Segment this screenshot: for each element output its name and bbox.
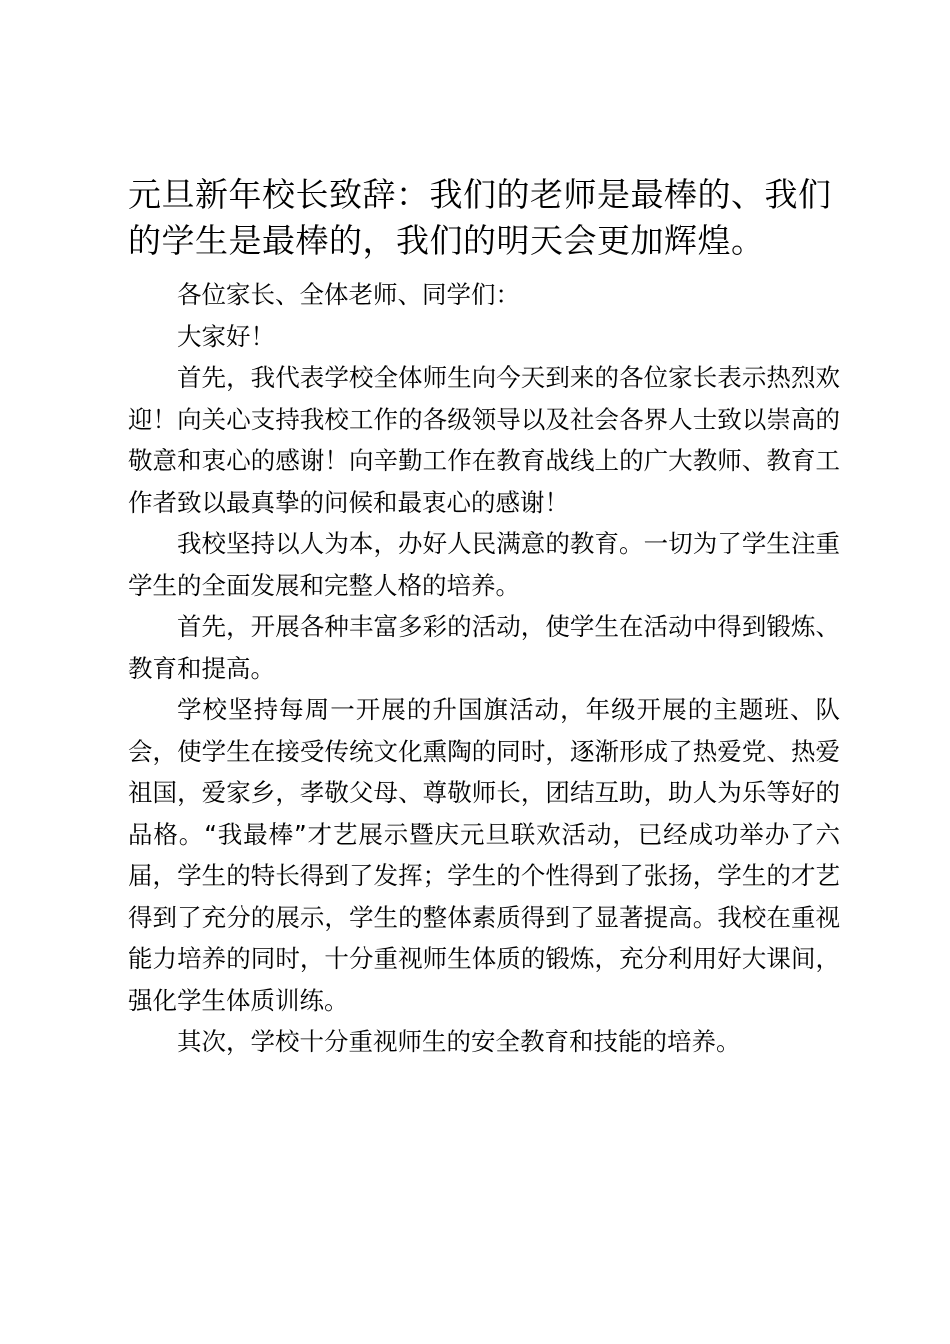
paragraph-welcome: 首先，我代表学校全体师生向今天到来的各位家长表示热烈欢迎！向关心支持我校工作的各级领导以及社会各界人士致以崇高的敬意和衷心的感谢！向辛勤工作在教育战线上的广大教师、教育工作者致以最真挚的问候和最衷心的感谢！: [128, 363, 840, 517]
paragraph-philosophy: 我校坚持以人为本，办好人民满意的教育。一切为了学生注重学生的全面发展和完整人格的培养。: [128, 529, 840, 600]
document-title: 元旦新年校长致辞：我们的老师是最棒的、我们的学生是最棒的，我们的明天会更加辉煌。: [128, 175, 832, 260]
paragraph-safety: 其次，学校十分重视师生的安全教育和技能的培养。: [177, 1027, 741, 1056]
document-body: [128, 172, 840, 1063]
salutation: 各位家长、全体老师、同学们：: [177, 280, 520, 309]
greeting: 大家好！: [177, 321, 275, 351]
paragraph-details: 学校坚持每周一开展的升国旗活动，年级开展的主题班、队会，使学生在接受传统文化熏陶的同时，逐渐形成了热爱党、热爱祖国，爱家乡，孝敬父母、尊敬师长，团结互助，助人为乐等好的品格。“我最棒”才艺展示暨庆元旦联欢活动，已经成功举办了六届，学生的特长得到了发挥；学生的个性得到了张扬，学生的才艺得到了充分的展示，学生的整体素质得到了显著提高。我校在重视能力培养的同时，十分重视师生体质的锻炼，充分利用好大课间，强化学生体质训练。: [128, 695, 840, 1015]
paragraph-activities: 首先，开展各种丰富多彩的活动，使学生在活动中得到锻炼、教育和提高。: [128, 612, 840, 683]
